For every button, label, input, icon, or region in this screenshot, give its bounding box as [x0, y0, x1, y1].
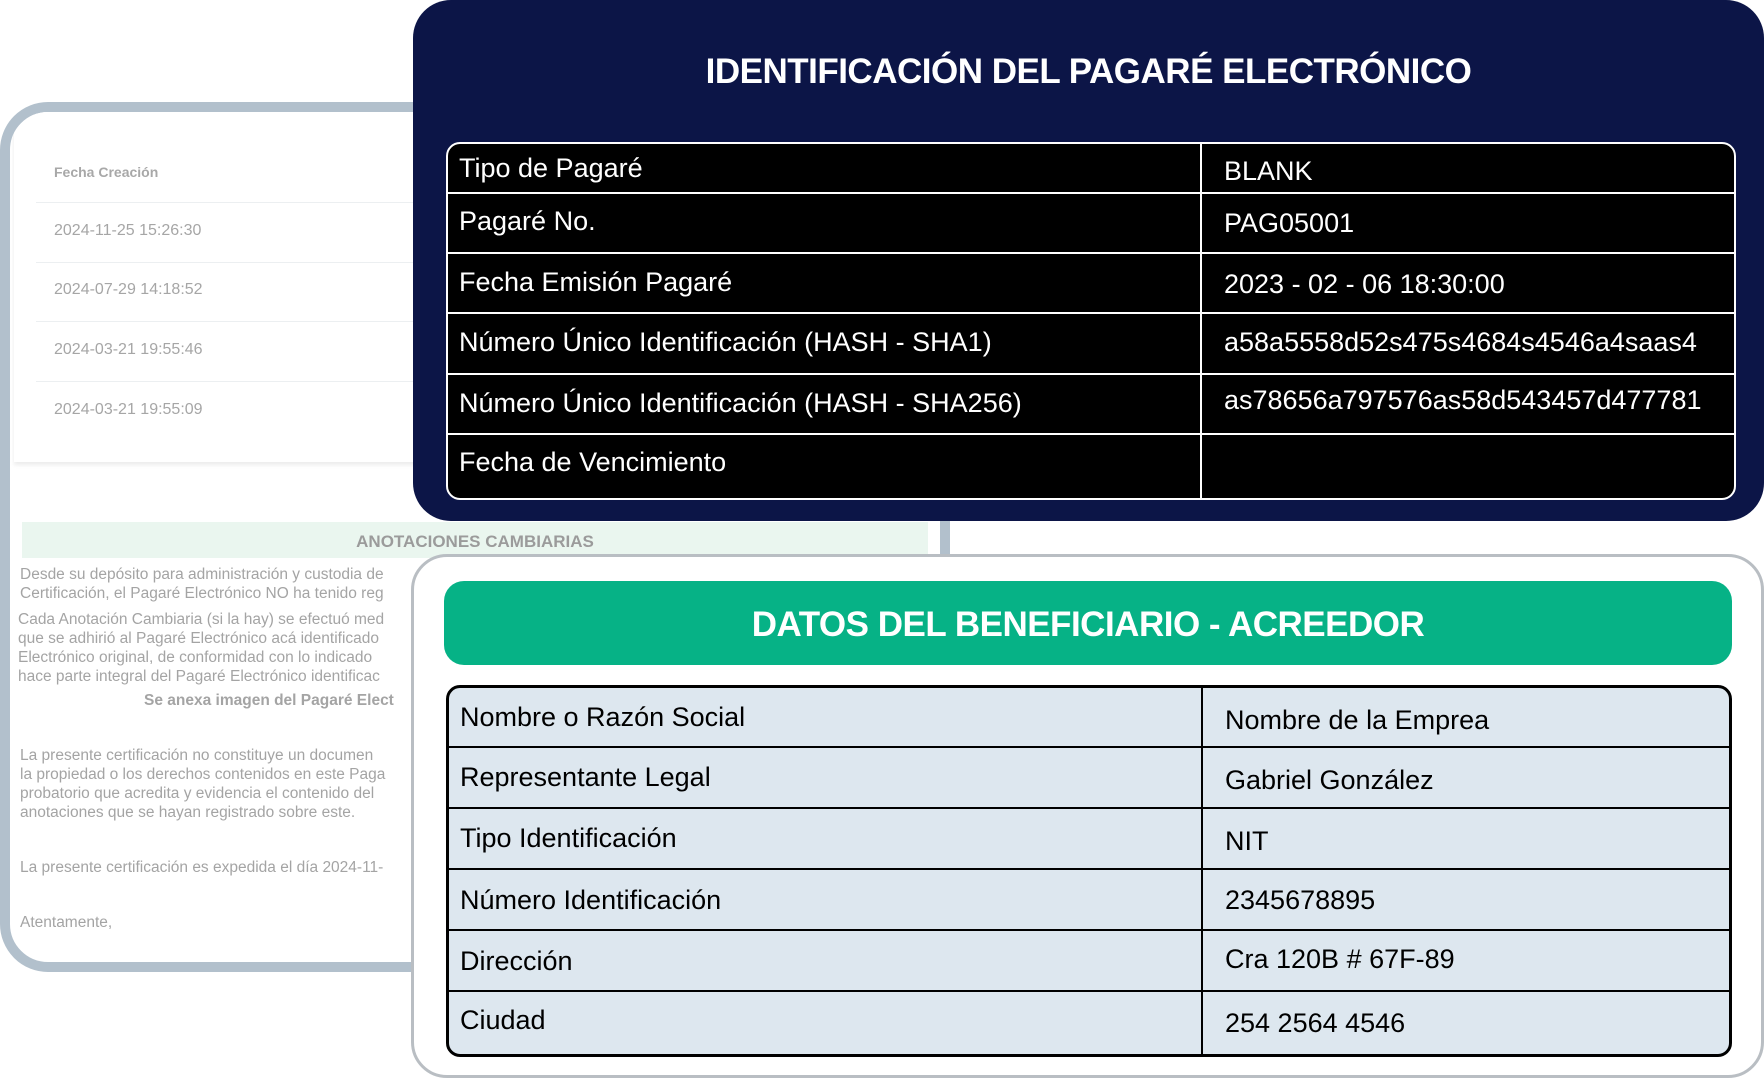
paragraph-line: probatorio que acredita y evidencia el contenido del — [20, 785, 375, 802]
row-divider — [449, 746, 1732, 748]
creation-date-header: Fecha Creación — [54, 164, 159, 180]
annotations-header-bar — [22, 522, 928, 558]
annex-note: Se anexa imagen del Pagaré Elect — [144, 692, 394, 709]
paragraph-line: Cada Anotación Cambiaria (si la hay) se efectuó med — [18, 611, 385, 628]
row-label: Ciudad — [460, 1005, 546, 1035]
identification-title: IDENTIFICACIÓN DEL PAGARÉ ELECTRÓNICO — [705, 52, 1472, 91]
row-divider — [448, 252, 1736, 254]
row-label: Tipo de Pagaré — [459, 153, 643, 183]
paragraph-line: Electrónico original, de conformidad con lo indicado — [18, 649, 373, 666]
row-divider — [36, 321, 436, 322]
row-value: PAG05001 — [1224, 208, 1355, 238]
column-divider — [1200, 144, 1202, 500]
row-label: Número Único Identificación (HASH - SHA1) — [459, 327, 992, 357]
row-value: NIT — [1225, 826, 1269, 856]
row-divider — [36, 202, 436, 203]
beneficiary-card — [411, 554, 1764, 1078]
creation-date-row: 2024-07-29 14:18:52 — [54, 281, 203, 298]
paragraph-line: La presente certificación no constituye un documen — [20, 747, 374, 764]
beneficiary-table — [446, 685, 1732, 1057]
paragraph-line: Certificación, el Pagaré Electrónico NO ha tenido reg — [20, 585, 384, 602]
issued-date-text: La presente certificación es expedida el día 2024-11- — [20, 859, 384, 876]
row-label: Número Identificación — [460, 885, 722, 915]
row-divider — [448, 192, 1736, 194]
row-divider — [448, 373, 1736, 375]
creation-date-row: 2024-03-21 19:55:46 — [54, 341, 203, 358]
row-value: 2023 - 02 - 06 18:30:00 — [1224, 269, 1505, 299]
closing-text: Atentamente, — [20, 914, 113, 931]
row-divider — [448, 312, 1736, 314]
row-divider — [36, 381, 436, 382]
row-value: as78656a797576as58d543457d477781 — [1224, 385, 1702, 415]
column-divider — [1201, 688, 1203, 1057]
row-divider — [36, 262, 436, 263]
row-value: a58a5558d52s475s4684s4546a4saas4 — [1224, 327, 1697, 357]
row-divider — [449, 929, 1732, 931]
creation-date-row: 2024-11-25 15:26:30 — [54, 222, 202, 239]
row-value: 2345678895 — [1225, 885, 1376, 915]
paragraph-line: Desde su depósito para administración y custodia de — [20, 566, 384, 583]
row-label: Representante Legal — [460, 762, 711, 792]
paragraph-line: hace parte integral del Pagaré Electrónico identificac — [18, 668, 380, 685]
identification-card — [413, 0, 1764, 521]
row-label: Número Único Identificación (HASH - SHA256) — [459, 388, 1022, 418]
row-divider — [448, 433, 1736, 435]
beneficiary-title: DATOS DEL BENEFICIARIO - ACREEDOR — [751, 605, 1425, 644]
row-value: 254 2564 4546 — [1225, 1008, 1406, 1038]
row-label: Fecha de Vencimiento — [459, 447, 727, 477]
row-divider — [449, 990, 1732, 992]
paragraph-line: la propiedad o los derechos contenidos en este Paga — [20, 766, 386, 783]
identification-table — [446, 142, 1736, 500]
row-label: Fecha Emisión Pagaré — [459, 267, 733, 297]
row-label: Pagaré No. — [459, 206, 596, 236]
row-divider — [449, 868, 1732, 870]
creation-date-row: 2024-03-21 19:55:09 — [54, 401, 203, 418]
row-value: BLANK — [1224, 156, 1313, 186]
paragraph-line: anotaciones que se hayan registrado sobre este. — [20, 804, 356, 821]
row-label: Nombre o Razón Social — [460, 702, 746, 732]
beneficiary-header-banner — [444, 581, 1732, 665]
annotations-title: ANOTACIONES CAMBIARIAS — [356, 532, 594, 551]
row-value: Cra 120B # 67F-89 — [1225, 944, 1455, 974]
paragraph-line: que se adhirió al Pagaré Electrónico acá identificado — [18, 630, 380, 647]
row-value: Nombre de la Emprea — [1225, 705, 1490, 735]
row-label: Dirección — [460, 946, 573, 976]
row-divider — [449, 807, 1732, 809]
row-value: Gabriel González — [1225, 765, 1434, 795]
row-label: Tipo Identificación — [460, 823, 677, 853]
